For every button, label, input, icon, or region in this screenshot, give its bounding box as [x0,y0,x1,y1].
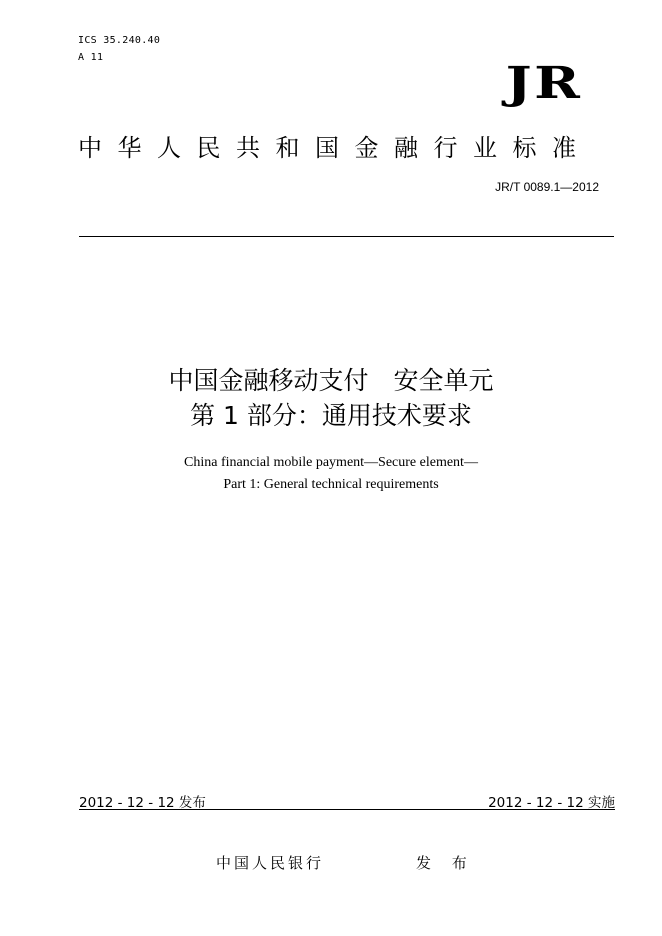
top-divider [79,236,614,237]
jr-logo: JR [505,58,582,109]
chinese-title-line-1: 中国金融移动支付 安全单元 [168,366,494,395]
ccs-code: A 11 [78,52,104,63]
issue-date: 2012 - 12 - 12 发布 [79,795,206,811]
issuing-authority: 中国人民银行 [216,854,325,872]
standard-type-heading: 中华人民共和国金融行业标准 [78,134,592,162]
ics-code: ICS 35.240.40 [78,35,161,46]
bottom-divider [79,809,615,810]
implementation-date: 2012 - 12 - 12 实施 [488,795,615,811]
english-title-line-2: Part 1: General technical requirements [223,477,439,492]
chinese-title-line-2: 第 1 部分：通用技术要求 [190,401,472,430]
english-title-line-1: China financial mobile payment—Secure element— [184,455,478,470]
standard-number: JR/T 0089.1—2012 [495,180,599,194]
issue-label: 发 布 [416,854,475,872]
